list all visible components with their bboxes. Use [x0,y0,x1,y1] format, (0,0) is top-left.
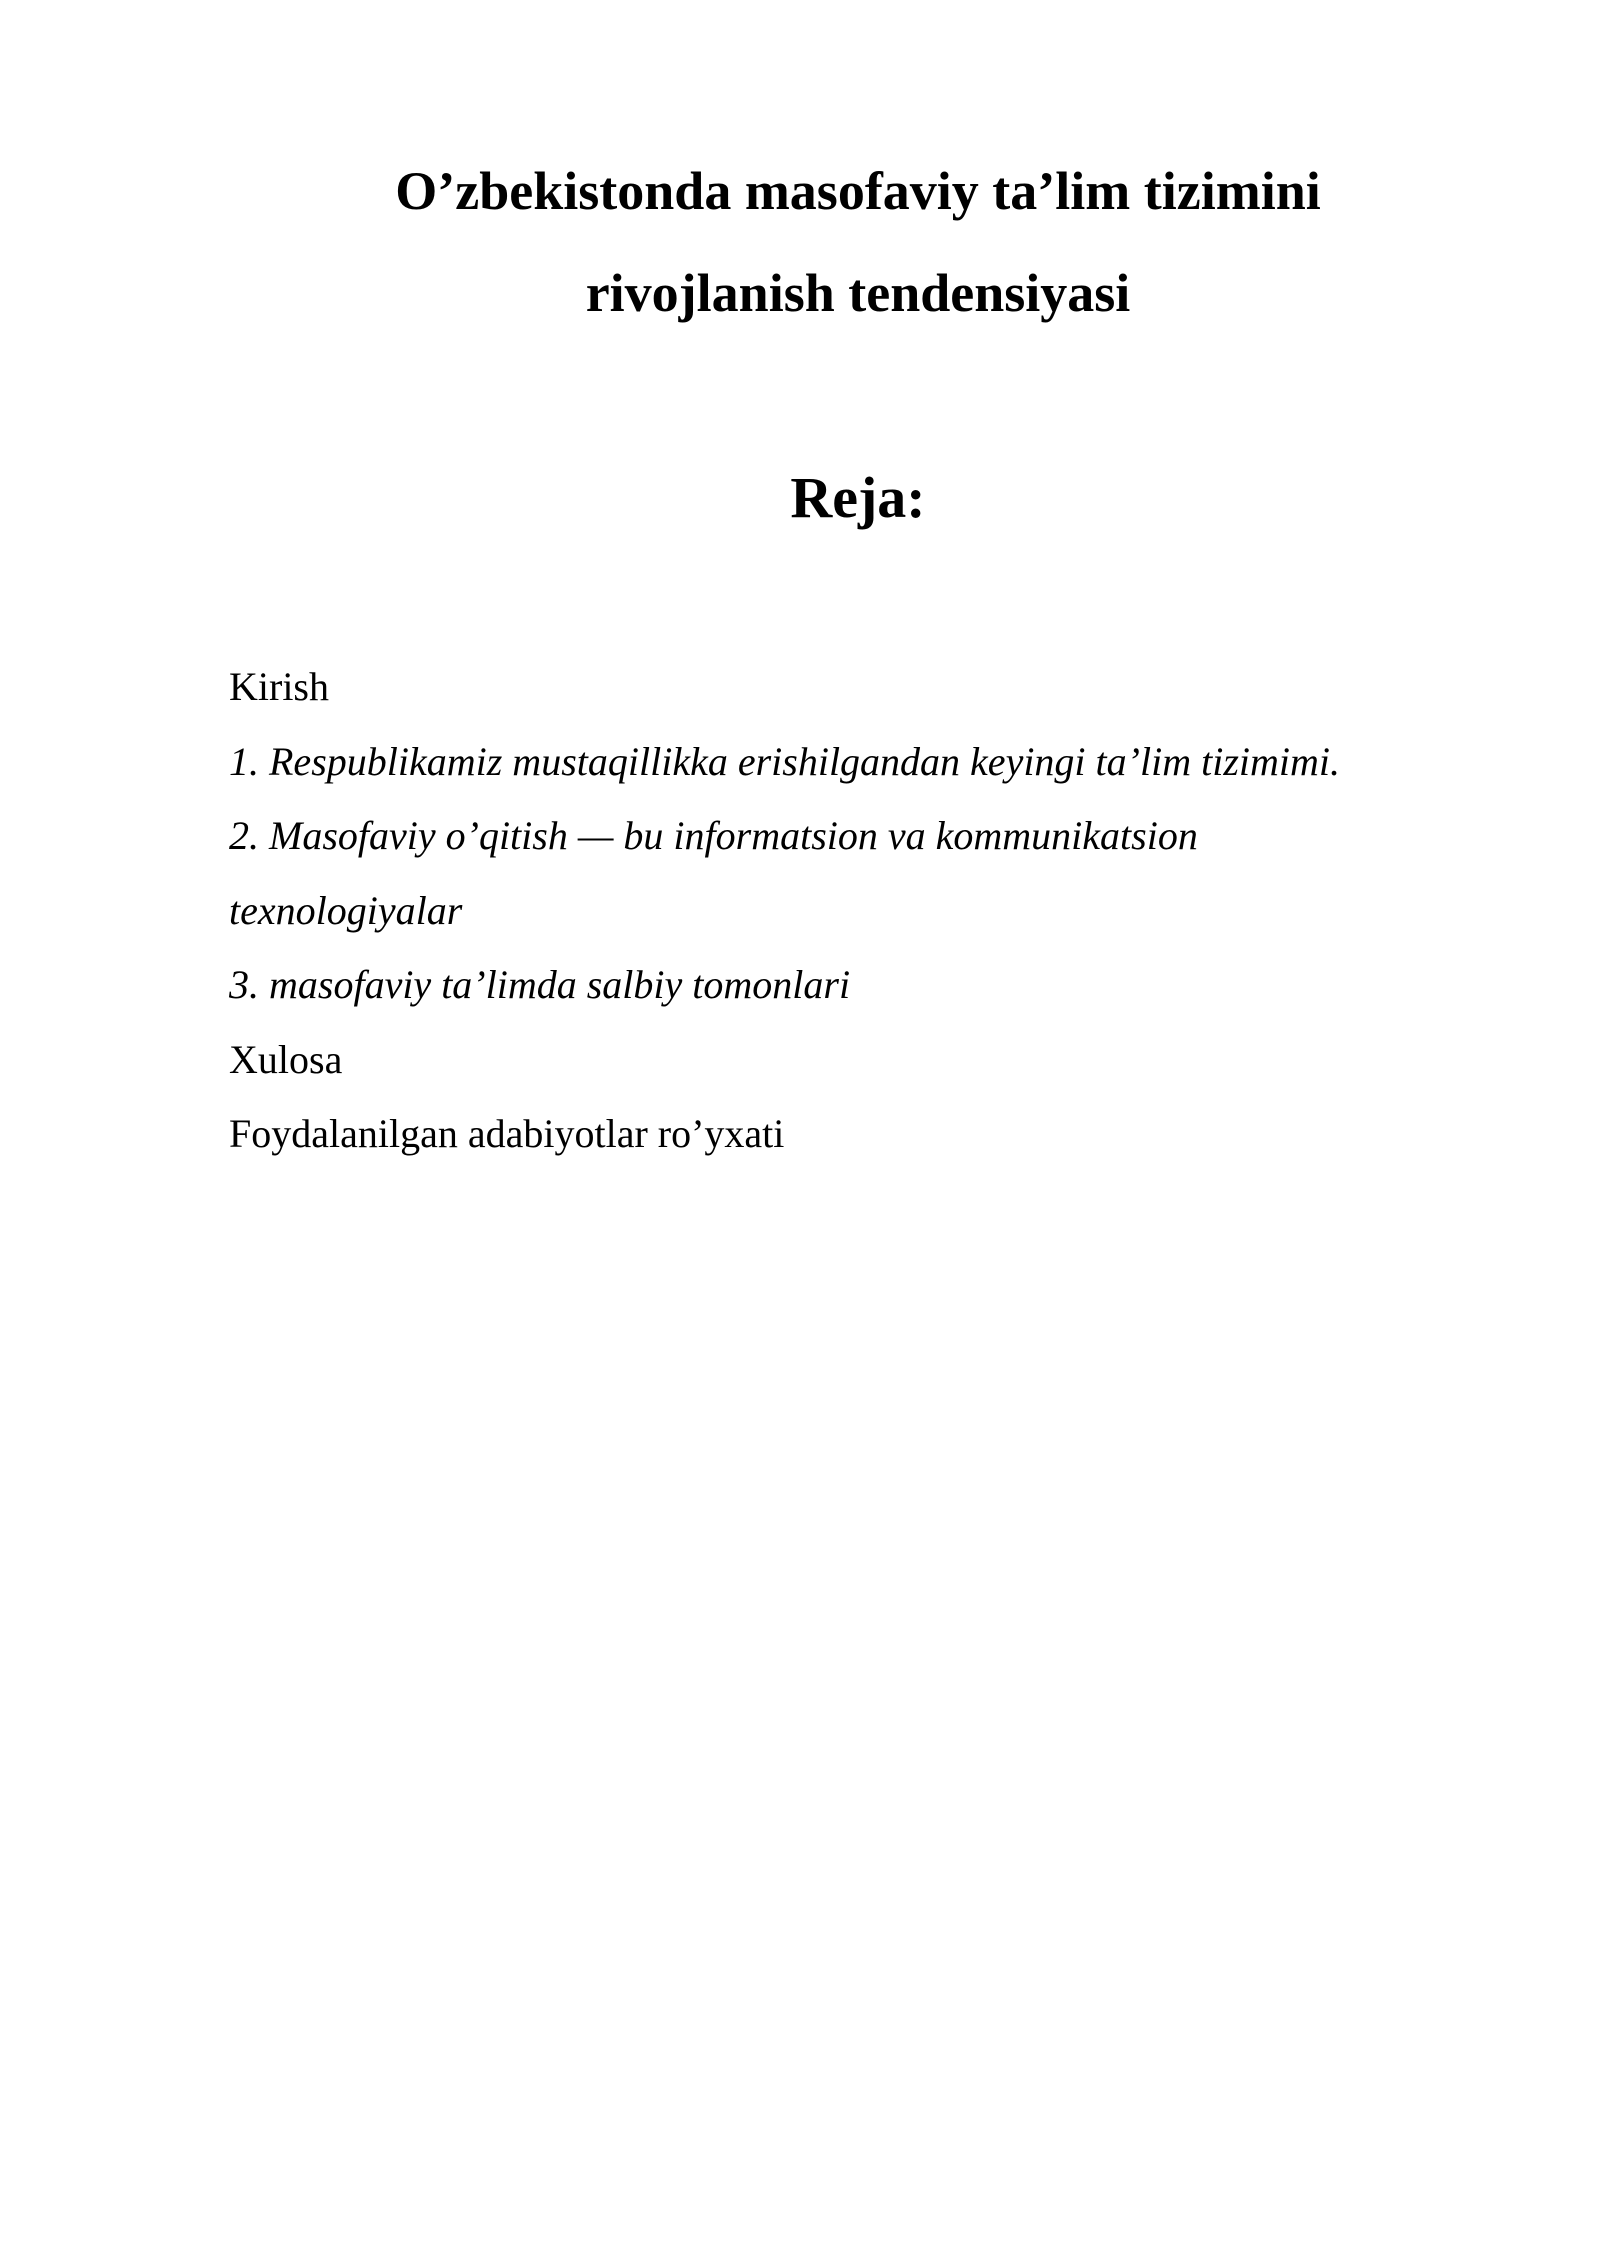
plan-item-text: Respublikamiz mustaqillikka erishilgandan keyingi ta’lim tizimimi. [269,738,1340,784]
plan-item-3 [229,948,1489,1023]
plan-item-text: Foydalanilgan adabiyotlar ro’yxati [229,1111,785,1156]
plan-item-1 [229,725,1489,800]
plan-heading-text: Reja: [790,465,926,530]
plan-item-text: Xulosa [229,1036,343,1082]
plan-item-introduction [229,650,1489,725]
plan-item-2 [229,799,1489,948]
title-line-1: O’zbekistonda masofaviy ta’lim tizimini [395,161,1321,221]
plan-item-text: Masofaviy o’qitish — bu informatsion va kommunikatsion texnologiyalar [229,813,1198,933]
plan-list [229,650,1489,1172]
plan-item-number: 2. [229,813,259,858]
plan-item-number: 1. [229,738,259,784]
title-line-2: rivojlanish tendensiyasi [585,263,1131,323]
plan-item-text: masofaviy ta’limda salbiy tomonlari [269,962,851,1007]
plan-item-number: 3. [229,962,259,1007]
plan-heading [0,458,1600,538]
plan-item-text: Kirish [229,664,329,709]
document-title [0,140,1600,344]
plan-item-references [229,1097,1489,1172]
plan-item-conclusion [229,1023,1489,1098]
